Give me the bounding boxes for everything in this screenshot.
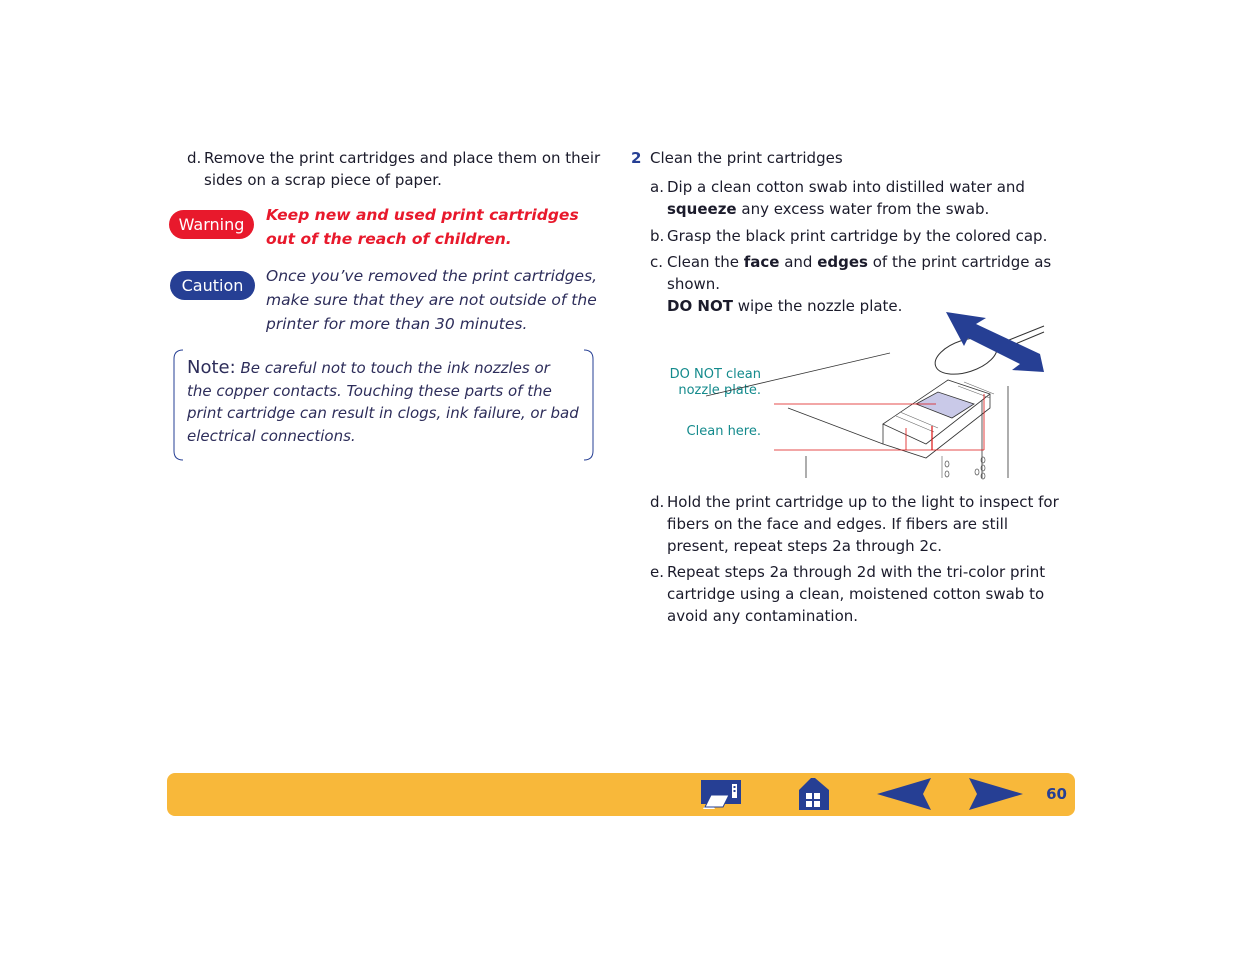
cartridge-cleaning-illustration — [668, 308, 1048, 480]
substep-label: c. — [650, 253, 664, 271]
step-title: Clean the print cartridges — [650, 149, 843, 167]
emphasis-squeeze: squeeze — [667, 200, 737, 218]
callout-do-not-clean: DO NOT clean nozzle plate. — [669, 367, 761, 398]
substep-text: Dip a clean cotton swab into distilled water and squeeze any excess water from the swab. — [667, 178, 1025, 218]
substep-a — [650, 176, 1070, 220]
page-number: 60 — [1046, 785, 1067, 803]
home-icon[interactable] — [799, 778, 831, 810]
note-box — [173, 349, 594, 461]
warning-text: Keep new and used print cartridges out of the reach of children. — [266, 206, 579, 248]
emphasis-do-not: DO NOT — [667, 297, 733, 315]
step-label: d. — [187, 149, 202, 167]
step-text: Remove the print cartridges and place them on their sides on a scrap piece of paper. — [204, 149, 601, 189]
substep-text: Hold the print cartridge up to the light to inspect for fibers on the face and edges. If fibers are still present, repeat steps 2a through 2c. — [667, 493, 1059, 555]
caution-badge: Caution — [170, 271, 255, 300]
emphasis-face: face — [743, 253, 780, 271]
warning-badge: Warning — [169, 210, 254, 239]
step-d-remove-cartridges — [187, 147, 607, 191]
substep-label: b. — [650, 227, 665, 245]
caution-text: Once you’ve removed the print cartridges, make sure that they are not outside of the printer for more than 30 minutes. — [266, 267, 598, 333]
previous-page-icon[interactable] — [877, 777, 933, 811]
substep-label: d. — [650, 493, 665, 511]
substep-b — [650, 225, 1070, 247]
substep-text: Grasp the black print cartridge by the colored cap. — [667, 227, 1048, 245]
step-number: 2 — [631, 149, 642, 167]
note-content — [187, 357, 579, 447]
substep-label: a. — [650, 178, 664, 196]
substep-label: e. — [650, 563, 664, 581]
next-page-icon[interactable] — [967, 777, 1023, 811]
substep-d — [650, 491, 1070, 557]
callout-clean-here: Clean here. — [686, 424, 761, 439]
note-label: Note: — [187, 357, 236, 378]
note-text: Be careful not to touch the ink nozzles or the copper contacts. Touching these parts of the print cartridge can result in clogs, ink failure, or bad electrical connections. — [187, 359, 579, 445]
print-icon[interactable] — [699, 779, 743, 811]
substep-text: Clean the face and edges of the print cartridge as shown. DO NOT wipe the nozzle plate. — [667, 253, 1052, 315]
substep-text: Repeat steps 2a through 2d with the tri-color print cartridge using a clean, moistened cotton swab to avoid any contamination. — [667, 563, 1046, 625]
emphasis-edges: edges — [817, 253, 868, 271]
navigation-bar — [167, 773, 1075, 816]
substep-e — [650, 561, 1070, 627]
